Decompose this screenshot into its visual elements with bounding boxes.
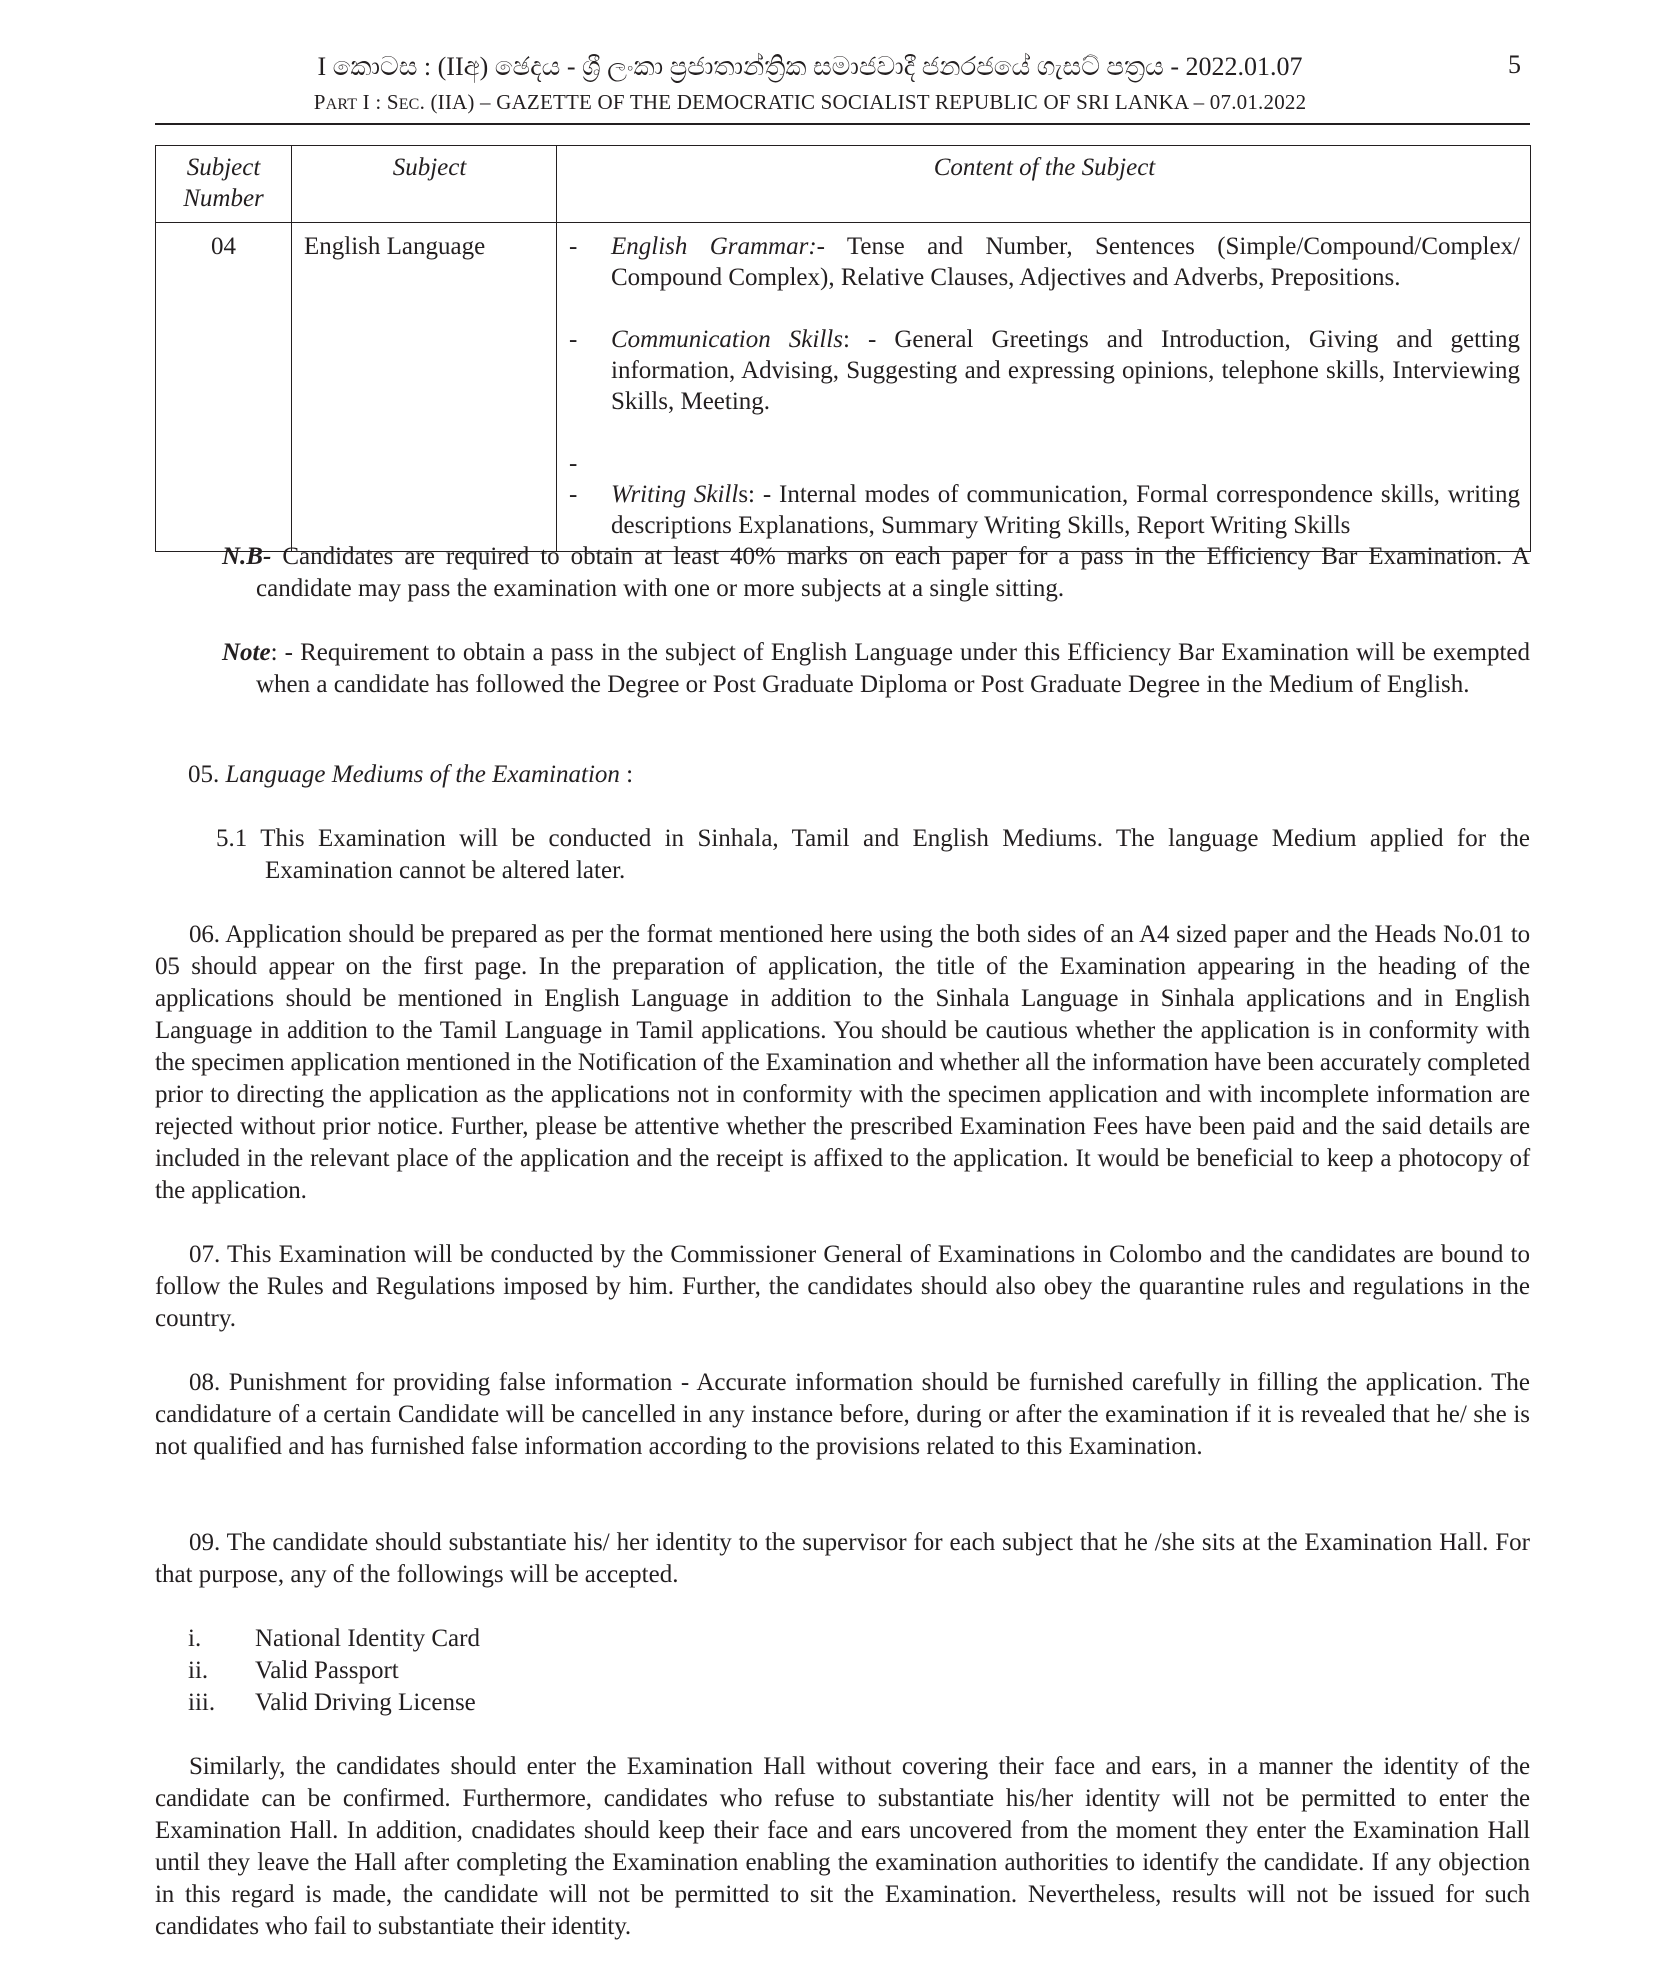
subject-name-cell: English Language — [292, 223, 557, 552]
gazette-header-sinhala: I කොටස : (IIඅ) ඡෙදය - ශ්‍රී ලංකා ප්‍රජාතාන්ත්‍රික සමාජවාදී ජනරජයේ ගැසට් පත්‍රය - 2022.01.07 — [317, 52, 1303, 81]
list-item — [188, 1655, 399, 1687]
item-dash: - — [569, 326, 578, 353]
gazette-header-english — [200, 90, 1420, 115]
header-part-smallcaps: ART — [325, 96, 358, 113]
section-5-1-paragraph: 5.1 This Examination will be conducted in Sinhala, Tamil and English Mediums. The language Medium applied for the Examination cannot be altered later. — [216, 825, 1530, 884]
item-dash: - — [569, 481, 578, 508]
header-subject-number-line2: Number — [183, 185, 264, 212]
content-item-grammar — [569, 231, 1520, 293]
item-label-writing: Writing Skill — [611, 481, 739, 508]
section-05-colon: : — [619, 761, 634, 788]
page-number: 5 — [1508, 50, 1521, 79]
header-subject-number — [156, 146, 292, 223]
subject-table-header-row — [156, 146, 1531, 223]
header-subject-number-line1: Subject — [186, 154, 261, 181]
header-rule — [155, 123, 1530, 125]
item-text-writing: s: - Internal modes of communication, Formal correspondence skills, writing descriptions Explanations, Summary Writing Skills, Report Writing Skills — [611, 481, 1520, 539]
paragraph-07: 07. This Examination will be conducted by the Commissioner General of Examinations in Colombo and the candidates are bound to follow the Rules and Regulations imposed by him. Further, the candidates should also obey the quarantine rules and regulations in the country. — [155, 1241, 1530, 1332]
paragraph-09: 09. The candidate should substantiate his/ her identity to the supervisor for each subject that he /she sits at the Examination Hall. For that purpose, any of the followings will be accepted. — [155, 1529, 1530, 1588]
table-row — [156, 223, 1531, 552]
subject-number-cell: 04 — [156, 223, 292, 552]
list-item-text: Valid Driving License — [255, 1689, 476, 1716]
note-text: : - Requirement to obtain a pass in the subject of English Language under this Efficiency Bar Examination will be exempted when a candidate has followed the Degree or Post Graduate Diploma or Post Graduate Degree in the Medium of English. — [256, 639, 1530, 698]
header-sec-smallcaps: EC — [398, 96, 420, 113]
subject-content-cell — [557, 223, 1531, 552]
header-sec-initial: S — [386, 90, 399, 114]
list-item-number: ii. — [188, 1657, 209, 1684]
section-05-heading — [188, 759, 633, 791]
note-paragraph — [222, 637, 1530, 701]
header-content: Content of the Subject — [557, 146, 1531, 223]
header-gazette-title: . (IIA) – GAZETTE OF THE DEMOCRATIC SOCIALIST REPUBLIC OF SRI LANKA – 07.01.2022 — [419, 90, 1307, 114]
header-part-roman: I : — [357, 90, 387, 114]
item-label-grammar: English Grammar:- — [611, 233, 825, 260]
item-dash: - — [569, 233, 578, 260]
list-item-number: iii. — [188, 1689, 216, 1716]
content-item-empty — [569, 448, 1520, 479]
content-item-writing — [569, 479, 1520, 541]
content-item-communication — [569, 324, 1520, 417]
item-text-grammar: Tense and Number, Sentences (Simple/Compound/Complex/ Compound Complex), Relative Clauses, Adjectives and Adverbs, Prepositions. — [611, 233, 1520, 291]
nb-paragraph — [222, 541, 1530, 605]
section-05-title: Language Mediums of the Examination — [225, 761, 620, 788]
list-item — [188, 1687, 476, 1719]
item-text-communication: : - General Greetings and Introduction, Giving and getting information, Advising, Suggesting and expressing opinions, telephone skills, Interviewing Skills, Meeting. — [611, 326, 1520, 415]
header-subject: Subject — [292, 146, 557, 223]
list-item-text: National Identity Card — [255, 1625, 480, 1652]
item-label-communication: Communication Skills — [611, 326, 843, 353]
paragraph-08: 08. Punishment for providing false information - Accurate information should be furnished carefully in filling the application. The candidature of a certain Candidate will be cancelled in any instance before, during or after the examination if it is revealed that he/ she is not qualified and has furnished false information according to the provisions related to this Examination. — [155, 1369, 1530, 1460]
list-item-number: i. — [188, 1625, 202, 1652]
list-item-text: Valid Passport — [255, 1657, 399, 1684]
item-dash: - — [569, 450, 578, 477]
paragraph-06: 06. Application should be prepared as per the format mentioned here using the both sides of an A4 sized paper and the Heads No.01 to 05 should appear on the first page. In the preparation of application, the title of the Examination appearing in the heading of the applications should be mentioned in English Language in addition to the Sinhala Language in Sinhala applications and in English Language in addition to the Tamil Language in Tamil applications. You should be cautious whether the application is in conformity with the specimen application mentioned in the Notification of the Examination and whether all the information have been accurately completed prior to directing the application as the applications not in conformity with the specimen application and with incomplete information are rejected without prior notice. Further, please be attentive whether the prescribed Examination Fees have been paid and the said details are included in the relevant place of the application and the receipt is affixed to the application. It would be beneficial to keep a photocopy of the application. — [155, 921, 1530, 1204]
nb-text: Candidates are required to obtain at least 40% marks on each paper for a pass in the Efficiency Bar Examination. A candidate may pass the examination with one or more subjects at a single sitting. — [256, 543, 1530, 602]
section-05-number: 05. — [188, 761, 226, 788]
nb-label: N.B- — [222, 543, 272, 570]
note-label: Note — [222, 639, 271, 666]
header-part-initial: P — [313, 90, 326, 114]
paragraph-similarly: Similarly, the candidates should enter the Examination Hall without covering their face and ears, in a manner the identity of the candidate can be confirmed. Furthermore, candidates who refuse to substantiate his/her identity will not be permitted to enter the Examination Hall. In addition, cnadidates should keep their face and ears uncovered from the moment they enter the Examination Hall until they leave the Hall after completing the Examination enabling the examination authorities to identify the candidate. If any objection in this regard is made, the candidate will not be permitted to sit the Examination. Nevertheless, results will not be issued for such candidates who fail to substantiate their identity. — [155, 1753, 1530, 1940]
subject-table — [155, 145, 1531, 552]
list-item — [188, 1623, 480, 1655]
